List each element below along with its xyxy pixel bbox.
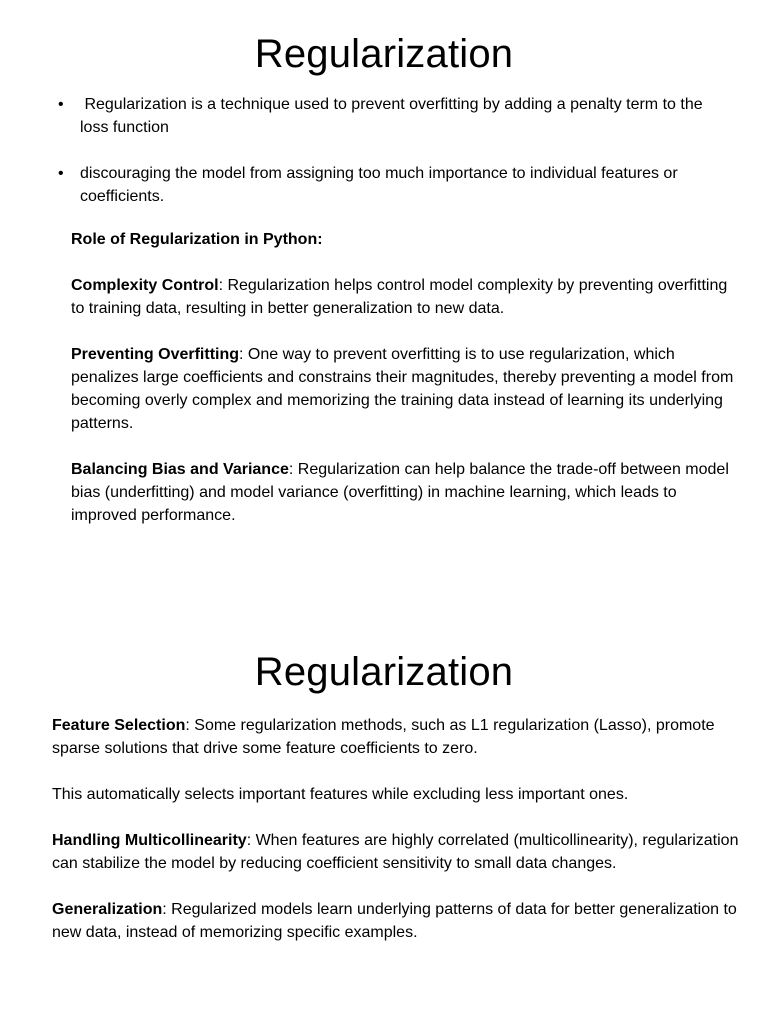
generalization-term: Generalization	[52, 901, 163, 918]
preventing-overfitting-paragraph	[71, 343, 741, 435]
complexity-control-term: Complexity Control	[71, 277, 219, 294]
slide-1-title: Regularization	[254, 32, 514, 76]
bias-variance-term: Balancing Bias and Variance	[71, 461, 289, 478]
bias-variance-paragraph	[71, 458, 741, 527]
generalization-text: : Regularized models learn underlying patterns of data for better generalization to new data, instead of memorizing specific examples.	[52, 901, 737, 941]
generalization-paragraph	[52, 898, 742, 944]
bullet-item	[58, 162, 718, 208]
role-heading: Role of Regularization in Python:	[71, 231, 323, 248]
bullet-list	[58, 93, 718, 231]
slide-2-title: Regularization	[254, 650, 514, 694]
bullet-dot: •	[58, 96, 64, 113]
multicollinearity-term: Handling Multicollinearity	[52, 832, 247, 849]
bullet-text: Regularization is a technique used to prevent overfitting by adding a penalty term to the loss function	[80, 96, 708, 136]
role-section	[71, 228, 741, 550]
bullet-text: discouraging the model from assigning too much importance to individual features or coefficients.	[80, 165, 678, 205]
auto-select-paragraph: This automatically selects important features while excluding less important ones.	[52, 786, 629, 803]
slide-2	[0, 620, 768, 1024]
feature-selection-text: : Some regularization methods, such as L1 regularization (Lasso), promote sparse solutions that drive some feature coefficients to zero.	[52, 717, 715, 757]
feature-selection-term: Feature Selection	[52, 717, 186, 734]
slide-2-body	[52, 714, 742, 967]
bullet-dot: •	[58, 165, 64, 182]
complexity-control-text: : Regularization helps control model complexity by preventing overfitting to training data, resulting in better generalization to new data.	[71, 277, 728, 317]
preventing-overfitting-text: : One way to prevent overfitting is to use regularization, which penalizes large coefficients and constrains their magnitudes, thereby preventing a model from becoming overly complex and memorizing the training data instead of learning its underlying patterns.	[71, 346, 734, 432]
complexity-control-paragraph	[71, 274, 741, 320]
preventing-overfitting-term: Preventing Overfitting	[71, 346, 240, 363]
feature-selection-paragraph	[52, 714, 742, 760]
bias-variance-text: : Regularization can help balance the trade-off between model bias (underfitting) and model variance (overfitting) in machine learning, which leads to improved performance.	[71, 461, 729, 524]
bullet-item	[58, 93, 718, 139]
multicollinearity-text: : When features are highly correlated (multicollinearity), regularization can stabilize the model by reducing coefficient sensitivity to small data changes.	[52, 832, 739, 872]
multicollinearity-paragraph	[52, 829, 742, 875]
